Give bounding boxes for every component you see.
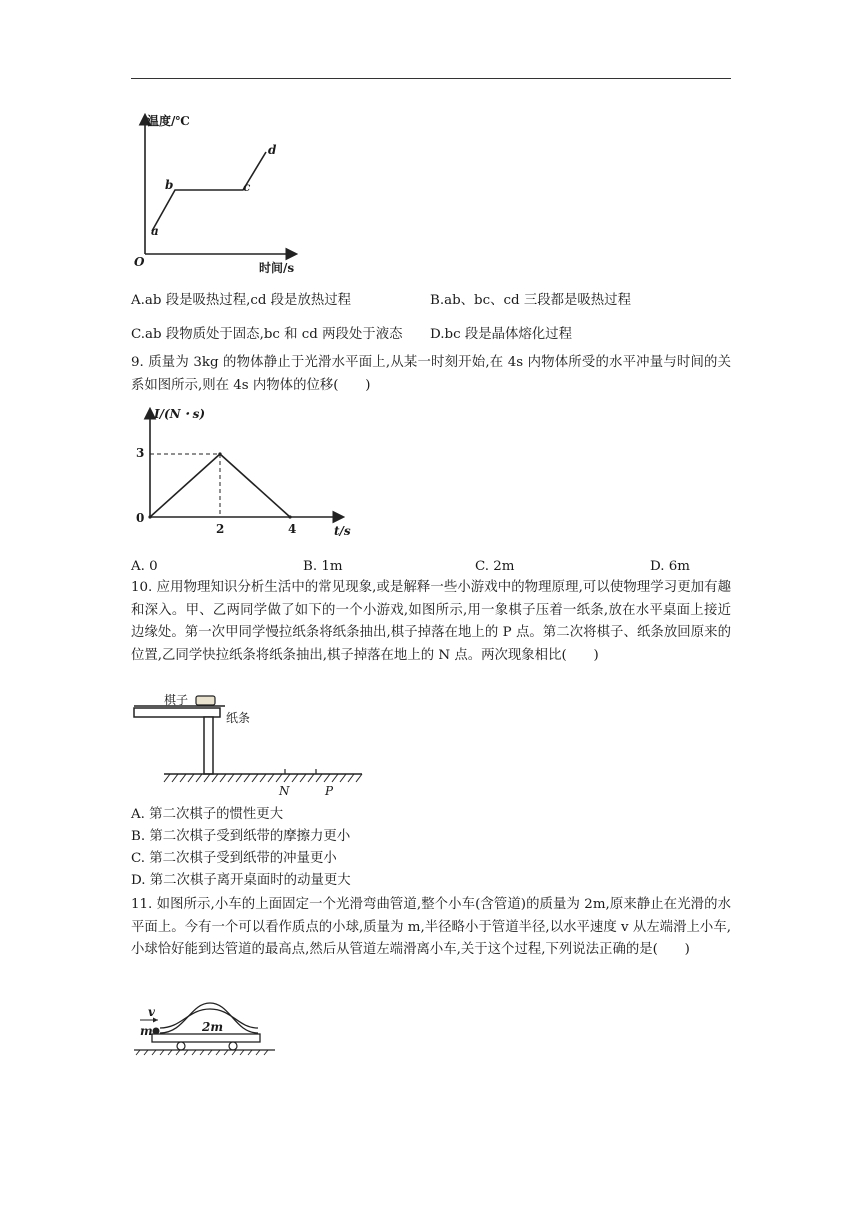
q9-stem: 9. 质量为 3kg 的物体静止于光滑水平面上,从某一时刻开始,在 4s 内物体所受的水平冲量与时间的关系如图所示,则在 4s 内物体的位移( ): [131, 355, 731, 393]
table-leg: [204, 717, 213, 774]
origin-label: 0: [136, 511, 145, 525]
temperature-time-graph: [125, 108, 315, 276]
x-axis-label: t/s: [334, 524, 351, 538]
chess-paper-figure: [130, 690, 370, 800]
wheel-right: [229, 1042, 237, 1050]
q9-option-d: D. 6m: [650, 559, 690, 574]
y-axis-label: 温度/℃: [147, 114, 190, 128]
q10-option-b: B. 第二次棋子受到纸带的摩擦力更小: [131, 829, 351, 844]
header-rule: [131, 78, 731, 79]
q9-option-a: A. 0: [131, 559, 158, 574]
q8-option-b: B.ab、bc、cd 三段都是吸热过程: [430, 293, 631, 308]
v-label: v: [148, 1005, 155, 1019]
data-point: [218, 452, 221, 455]
q10-option-d: D. 第二次棋子离开桌面时的动量更大: [131, 873, 351, 888]
paper-label: 纸条: [226, 711, 251, 725]
p-label: P: [325, 784, 334, 798]
chess-label: 棋子: [164, 693, 189, 707]
impulse-time-graph: [130, 402, 360, 542]
ball: [153, 1028, 160, 1035]
q8-option-c: C.ab 段物质处于固态,bc 和 cd 两段处于液态: [131, 327, 403, 342]
q10-option-a: A. 第二次棋子的惯性更大: [131, 807, 284, 822]
q10-option-c: C. 第二次棋子受到纸带的冲量更小: [131, 851, 337, 866]
cart-tube-figure: [130, 1000, 280, 1060]
data-point: [148, 515, 151, 518]
point-b-label: b: [165, 178, 174, 192]
n-label: N: [279, 784, 290, 798]
q9-option-b: B. 1m: [303, 559, 343, 574]
q11-stem: 11. 如图所示,小车的上面固定一个光滑弯曲管道,整个小车(含管道)的质量为 2m,原来静止在光滑的水平面上。今有一个可以看作质点的小球,质量为 m,半径略小于管道半径,以水平速度 v 从左端滑上小车,小球恰好能到达管道的最高点,然后从管道左端滑离小车,关于这个过程,下列说法正确的是( ): [131, 897, 731, 957]
q8-option-d: D.bc 段是晶体熔化过程: [430, 327, 572, 342]
y-tick-3: 3: [136, 446, 145, 460]
point-d-label: d: [268, 143, 277, 157]
cart-mass-label: 2m: [202, 1020, 224, 1034]
chess-piece: [196, 696, 215, 705]
x-tick-4: 4: [288, 522, 297, 536]
origin-label: O: [134, 255, 145, 269]
data-point: [288, 515, 291, 518]
y-axis-label: I/(N・s): [154, 407, 206, 421]
point-c-label: c: [243, 180, 251, 194]
wheel-left: [177, 1042, 185, 1050]
table-top: [134, 708, 220, 717]
cart-body: [152, 1034, 260, 1042]
x-tick-2: 2: [216, 522, 225, 536]
x-axis-label: 时间/s: [259, 261, 295, 275]
q10-stem: 10. 应用物理知识分析生活中的常见现象,或是解释一些小游戏中的物理原理,可以使物理学习更加有趣和深入。甲、乙两同学做了如下的一个小游戏,如图所示,用一象棋子压着一纸条,放在水平桌面上接近边缘处。第一次甲同学慢拉纸条将纸条抽出,棋子掉落在地上的 P 点。第二次将棋子、纸条放回原来的位置,乙同学快拉纸条将纸条抽出,棋子掉落在地上的 N 点。两次现象相比( ): [131, 580, 731, 663]
q9-option-c: C. 2m: [475, 559, 515, 574]
m-label: m: [140, 1024, 153, 1038]
q8-option-a: A.ab 段是吸热过程,cd 段是放热过程: [131, 293, 352, 308]
point-a-label: a: [151, 224, 159, 238]
